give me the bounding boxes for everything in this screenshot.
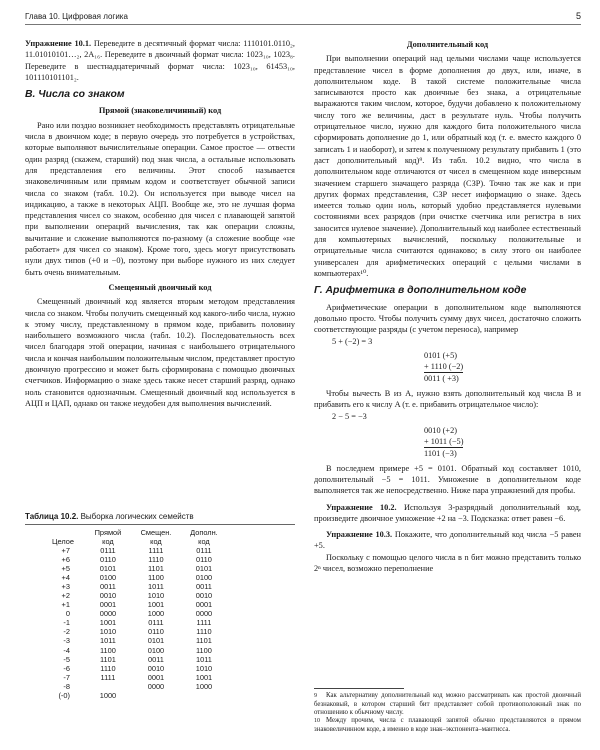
chapter-title: Глава 10. Цифровая логика [25, 12, 128, 21]
table-cell: 0001 [99, 600, 117, 610]
exercise-10-2: Упражнение 10.2. Используя 3-разрядный дополнительный код, произведите двоичное умножение +2 на −3. Подсказка: ответ равен −6. [314, 502, 581, 523]
table-cell: 0111 [148, 618, 164, 628]
table-cell: 0010 [147, 663, 165, 673]
table-row [48, 609, 228, 618]
table-cell: +6 [61, 555, 70, 565]
table-cell: 0001 [195, 600, 213, 610]
table-cell [84, 682, 132, 691]
table-cell: 0001 [147, 672, 165, 682]
table-cell: 0110 [196, 555, 212, 565]
footnote-10: 10 Между прочим, числа с плавающей запятой обычно представляются в прямом знаковеличинном коде, а именно в коде знак–экспонента–мантисса. [314, 717, 581, 733]
table-cell: +3 [61, 582, 70, 592]
table-cell: 1101 [100, 654, 116, 664]
subheading-sign-magnitude: Прямой (знаковеличинный) код [98, 106, 222, 116]
table-cell: 1111 [148, 546, 164, 555]
col-header: Дополн. код [190, 528, 218, 546]
codes-table [48, 528, 228, 700]
table-cell: 1100 [100, 645, 116, 655]
table-cell: 0101 [195, 564, 213, 574]
paragraph-subtraction: Чтобы вычесть B из A, нужно взять дополнительный код числа B и прибавить его к числу A (т. е. прибавить отрицательное число): [314, 388, 581, 410]
table-row [48, 555, 228, 564]
formula-subtraction: 2 − 5 = −3 [332, 412, 367, 422]
table-row [48, 600, 228, 609]
table-cell: 1000 [147, 609, 165, 619]
table-row [48, 646, 228, 655]
table-row [48, 664, 228, 673]
table-cell: 0010 [195, 591, 213, 601]
paragraph-overflow: Поскольку с помощью целого числа в n бит можно представить только 2ⁿ чисел, возможно переполнение [314, 552, 581, 573]
table-cell: 0010 [99, 591, 117, 601]
table-cell: 0011 [100, 582, 116, 592]
col-header: Смещен. код [140, 528, 172, 546]
section-heading-g: Г. Арифметика в дополнительном коде [314, 285, 527, 297]
table-cell: +2 [61, 591, 70, 601]
table-cell: 0111 [196, 546, 212, 555]
table-cell: 1110 [196, 627, 212, 637]
table-cell: 1011 [148, 582, 164, 592]
table-cell: -2 [63, 627, 70, 637]
col-header: Прямой код [94, 528, 122, 546]
table-cell: 0000 [99, 609, 117, 619]
table-caption: Таблица 10.2. Выборка логических семейств [25, 512, 194, 521]
table-cell [180, 691, 228, 700]
calc-addition: 0101 (+5) + 1110 (−2) 0011 ( +3) [424, 350, 464, 383]
table-cell: +4 [61, 573, 70, 583]
table-cell: 1110 [148, 555, 164, 565]
paragraph-arithmetic: Арифметические операции в дополнительном коде выполняются довольно просто. Чтобы получить сумму двух чисел, достаточно сложить соответствующие разряды (с учетом переноса), например [314, 302, 581, 335]
table-row [48, 564, 228, 573]
table-row [48, 627, 228, 636]
table-cell: 0110 [148, 627, 164, 637]
section-heading-b: В. Числа со знаком [25, 89, 125, 101]
table-cell: 0011 [196, 582, 212, 592]
paragraph-sign-magnitude: Рано или поздно возникнет необходимость представлять отрицательные числа в двоичном коде; в первую очередь это потребуется в устройствах, которые выполняют вычислительные операции. Самое простое — отвести один разряд (скажем, старший) под знак числа, а остальные использовать для представления его величины. Этот способ называется знаковеличинным или прямым кодом и соответствует обычной записи числа со знаком (табл. 10.2). Он используется при выводе чисел на индикацию, а также в некоторых АЦП. Вообще же, это не лучшая форма представления чисел со знаком, особенно для чисел с плавающей запятой при выполнении операций вычисления, так как операции сложны, вычитание и сложение выполняются по-разному (а сложение вообще «не работает» для чисел со знаком). Кроме того, здесь могут присутствовать нули двух типов (+0 и −0), поэтому при выборе нужного из них следует быть очень внимательным. [25, 120, 295, 277]
paragraph-example-note: В последнем примере +5 = 0101. Обратный код составляет 1010, дополнительный −5 = 1011. Умножение в дополнительном коде выполняется так же непосредственно. Ниже пара упражнений для пробы. [314, 463, 581, 496]
table-cell [132, 691, 180, 700]
page-number: 5 [575, 11, 581, 21]
table-cell: -1 [63, 618, 70, 628]
table-cell: -6 [63, 663, 70, 673]
table-row [48, 636, 228, 645]
footnote-rule [314, 688, 404, 689]
calc-subtraction: 0010 (+2) + 1011 (−5) 1101 (−3) [424, 425, 464, 458]
table-cell: 1011 [196, 654, 212, 664]
col-header: Целое [52, 537, 74, 546]
table-cell: 1000 [99, 690, 117, 700]
left-column [25, 38, 295, 409]
table-row [48, 691, 228, 700]
table-cell: 1001 [195, 672, 213, 682]
running-header [25, 8, 581, 25]
table-cell: 1111 [100, 672, 116, 682]
table-cell: 0100 [147, 645, 165, 655]
table-row [48, 682, 228, 691]
exercise-10-3: Упражнение 10.3. Покажите, что дополнительный код числа −5 равен +5. [314, 530, 581, 551]
table-cell: -7 [63, 672, 70, 682]
table-row [48, 582, 228, 591]
table-cell: 1010 [99, 627, 117, 637]
table-cell: 1000 [195, 681, 213, 691]
table-cell: +1 [61, 600, 70, 610]
table-cell: 0101 [147, 636, 165, 646]
table-cell: 0100 [99, 573, 117, 583]
table-cell: 1010 [147, 591, 165, 601]
paragraph-twos-complement: При выполнении операций над целыми числами чаще используется представление чисел в форме дополнения до двух, или, иначе, в дополнительном коде. В такой системе положительные числа записываются просто как двоичные без знака, а отрицательные выражаются таким числом, которое, будучи добавлено к положительному числу того же величины, даст в результате нуль. Чтобы получить отрицательное число, нужно для каждого бита положительного числа сформировать дополнение до 1, или обратный код (т. е. вместо каждого 0 записать 1 и наоборот), и затем к полученному результату прибавить 1 (это даст дополнительный код)⁹. Из табл. 10.2 видно, что числа в дополнительном коде отличаются от чисел в смещенном коде инверсным значением старшего значащего разряда (СЗР). Точно так же как и при других формах представления, СЗР несет информацию о знаке. Здесь имеется только один ноль, который удобно представляется нулевыми состояниями всех разрядов (при очистке счетчика или регистра в них заносится нулевое значение). Дополнительный код наиболее естественный для компьютерных вычислений, поскольку положительные и отрицательные числа считаются одинаково; в силу этого он наиболее универсален для арифметических операций с целыми числами в компьютерах¹⁰. [314, 54, 581, 278]
right-column [314, 38, 581, 574]
table-cell: 0011 [148, 654, 164, 664]
table-rule [25, 524, 295, 525]
table-cell: -8 [63, 681, 70, 691]
table-cell: 0101 [99, 564, 117, 574]
table-cell: 0100 [195, 573, 213, 583]
table-cell: 1111 [196, 618, 212, 628]
table-cell: 1011 [100, 636, 116, 646]
table-cell: 1101 [148, 564, 164, 574]
table-cell: 1110 [100, 663, 116, 673]
table-row [48, 546, 228, 555]
exercise-10-1: Упражнение 10.1. Переведите в десятичный формат числа: 1110101.0110₂, 11.01010101…₂, 2A₁₆. Переведите в двоичный формат числа: 1023₁₀, 1023₈. Переведите в шестнадцатеричный формат числа: 1023₁₀, 61453₁₀, 101110101101₂. [25, 39, 296, 82]
table-cell: (-0) [58, 690, 70, 700]
subheading-twos-complement: Дополнительный код [406, 40, 489, 49]
table-row [48, 673, 228, 682]
table-cell: +5 [61, 564, 70, 574]
table-cell: 0 [65, 609, 70, 619]
table-row [48, 591, 228, 600]
table-cell: 0110 [100, 555, 116, 565]
footnote-9: 9 Как альтернативу дополнительный код можно рассматривать как простой двоичный безнаковый, в котором старший бит представляет собой противоположный знак по отношению к обычному числу. [314, 692, 581, 717]
table-row [48, 655, 228, 664]
table-row [48, 573, 228, 582]
paragraph-offset-binary: Смещенный двоичный код является вторым методом представления числа со знаком. Чтобы получить смещенный код какого-либо числа, нужно к этому числу, представленному в прямом коде, прибавить половину наибольшего возможного числа (табл. 10.2). Последовательность всех чисел благодаря этой операции, начиная с наибольшего отрицательного числа и кончая наибольшим положительным числом, представляет простую двоичную прогрессию и может быть сформирована с помощью двоичных счетчиков. Информацию о знаке здесь также несет старший разряд, однако ноль становится однозначным. Смещенный двоичный код используется в АЦП и ЦАП, однако он также неудобен для выполнения вычислений. [25, 297, 295, 408]
table-cell: 1001 [99, 618, 117, 628]
table-cell: -5 [63, 654, 70, 664]
table-row [48, 618, 228, 627]
table-cell: 1101 [196, 636, 212, 646]
formula-addition: 5 + (−2) = 3 [332, 337, 373, 347]
table-cell: 0111 [100, 546, 116, 555]
table-cell: +7 [61, 546, 70, 555]
table-cell: 1100 [196, 645, 212, 655]
table-cell: 0000 [147, 681, 165, 691]
table-cell: -4 [63, 645, 70, 655]
table-cell: 1100 [148, 573, 164, 583]
table-cell: 0000 [195, 609, 213, 619]
table-cell: 1010 [195, 663, 213, 673]
table-cell: 1001 [147, 600, 165, 610]
subheading-offset-binary: Смещенный двоичный код [108, 282, 212, 292]
table-cell: -3 [63, 636, 70, 646]
